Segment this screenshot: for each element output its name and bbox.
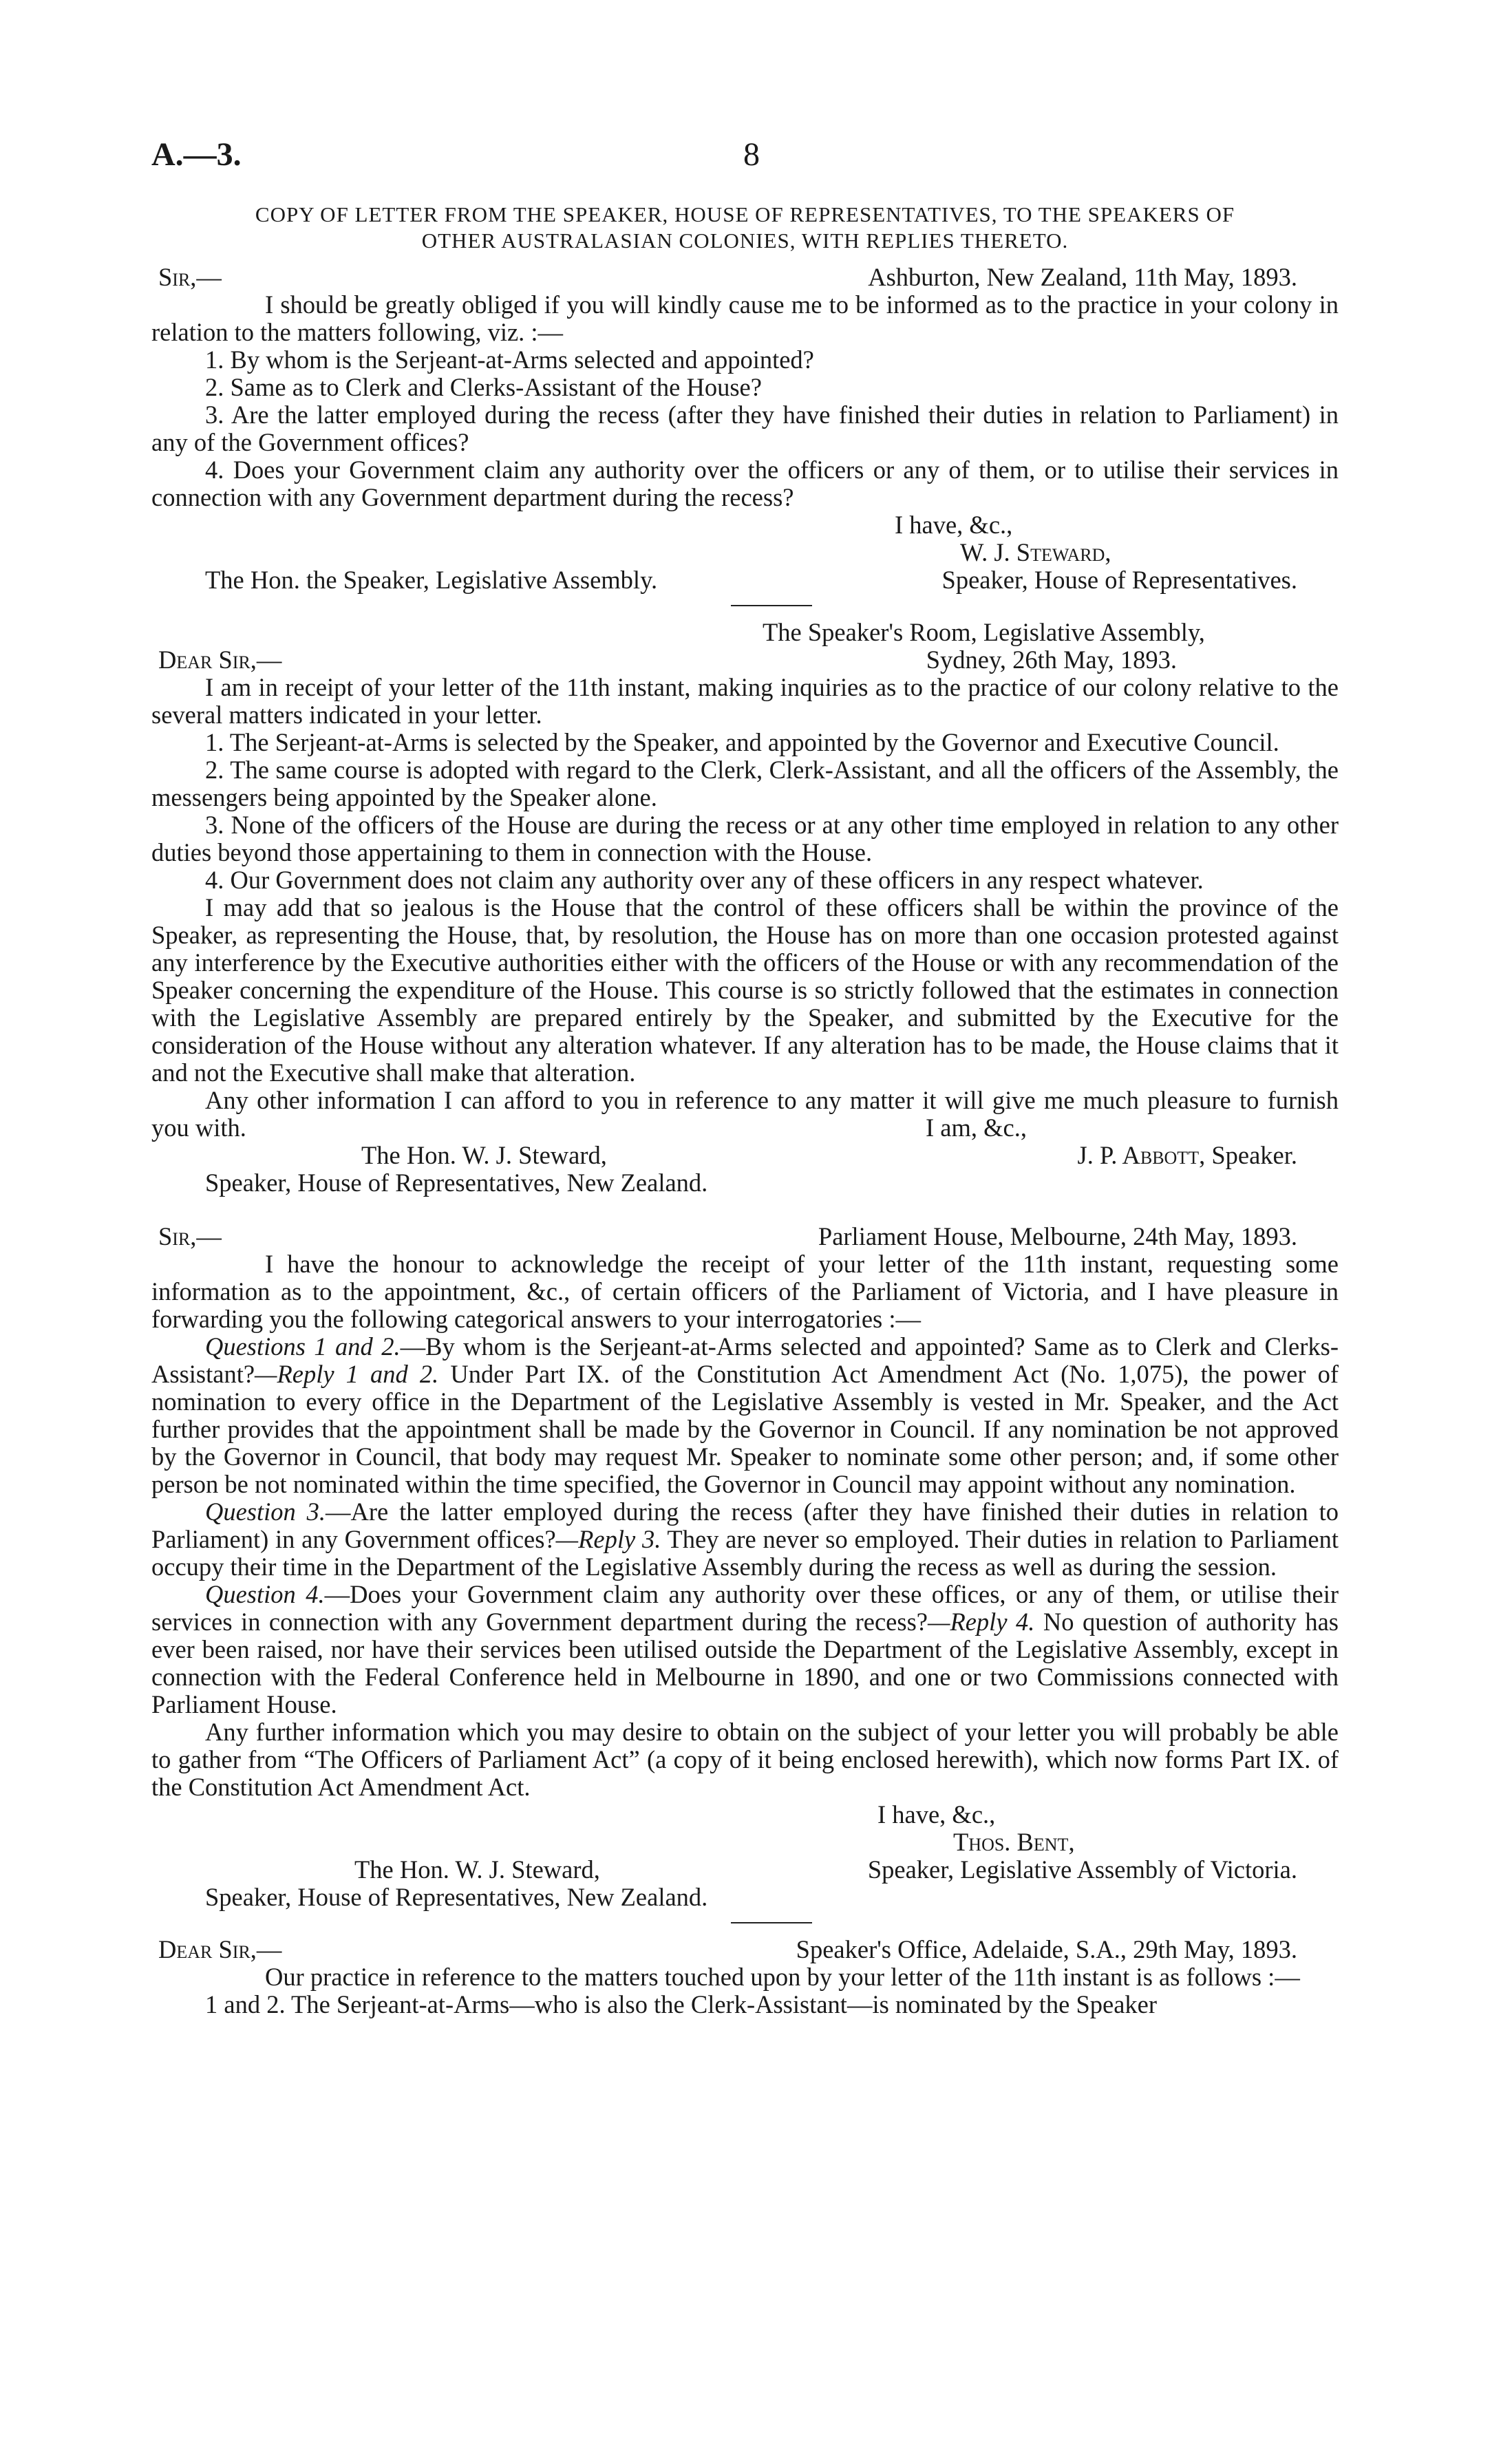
salutation: Sir,— [158, 1222, 222, 1250]
document-title [151, 202, 1339, 254]
place-date: Speaker's Office, Adelaide, S.A., 29th May, 1893. [796, 1935, 1297, 1963]
separator-rule [731, 1922, 812, 1923]
salutation: Dear Sir,— [158, 646, 282, 674]
signatory-title: Speaker. [1211, 1141, 1297, 1169]
letter-sydney [151, 619, 1339, 1197]
signature-row [151, 1856, 1339, 1884]
signatory: J. P. Abbott, [1077, 1141, 1206, 1169]
closing: I am, &c., [926, 1113, 1027, 1142]
parliamentary-paper-ref: A.—3. [151, 136, 242, 173]
addressee-2: Speaker, House of Representatives, New Zealand. [205, 1169, 708, 1197]
letter-heading [151, 1936, 1339, 1963]
reply-label: —Reply 4. [927, 1608, 1035, 1636]
salutation: Dear Sir,— [158, 1935, 282, 1963]
place: The Speaker's Room, Legislative Assembly, [763, 618, 1205, 646]
signatory-title: Speaker, Legislative Assembly of Victoria. [867, 1855, 1297, 1884]
signature-row [151, 566, 1339, 594]
paragraph: I may add that so jealous is the House that the control of these officers shall be within the province of the Speaker, as representing the House, that, by resolution, the House has on more than one occasion protested against any interference by the Executive authorities either with the officers of the House or with any recommendation of the Speaker concerning the expenditure of the House. This course is so strictly followed that the estimates in connection with the Legislative Assembly are prepared entirely by the Speaker, and submitted by the Executive for the consideration of the House without any alteration whatever. If any alteration has to be made, the House claims that it and not the Executive shall make that alteration. [151, 893, 1339, 1087]
closing: I have, &c., [877, 1800, 996, 1828]
reply-label: —Reply 3. [555, 1525, 661, 1553]
letter-heading [151, 1223, 1339, 1250]
title-line-2: OTHER AUSTRALASIAN COLONIES, WITH REPLIES THERETO. [421, 228, 1069, 253]
question-text: —Does your Government claim any authority over these offices, or any of them, or utilise their services in connection with any Government department during the recess? [151, 1580, 1339, 1636]
answer: 1. The Serjeant-at-Arms is selected by the Speaker, and appointed by the Governor and Executive Council. [205, 728, 1279, 756]
question-text: —By whom is the Serjeant-at-Arms selected and appointed? Same as to Clerk and Clerks-Assistant? [151, 1332, 1339, 1388]
paragraph: 1 and 2. The Serjeant-at-Arms—who is also the Clerk-Assistant—is nominated by the Speaker [205, 1990, 1158, 2018]
place-date: Ashburton, New Zealand, 11th May, 1893. [868, 263, 1297, 291]
letter-heading [151, 264, 1339, 291]
closing-row [151, 1114, 1339, 1142]
question-label: Questions 1 and 2. [205, 1332, 401, 1361]
title-line-1: COPY OF LETTER FROM THE SPEAKER, HOUSE OF REPRESENTATIVES, TO THE SPEAKERS OF [255, 202, 1235, 226]
question-reply [151, 1581, 1339, 1718]
document-page [151, 134, 1339, 2018]
paragraph: Any other information I can afford to you in reference to any matter it will give me much pleasure to furnish you with. [151, 1086, 1339, 1142]
letter-heading [151, 646, 1339, 674]
reply-text: No question of authority has ever been raised, nor have their services been utilised outside the Department of the Legislative Assembly, except in connection with the Federal Conference held in Melbourne in 1890, and one or two Commissions connected with Parliament House. [151, 1608, 1339, 1718]
separator-rule [731, 605, 812, 606]
signatory-title: Speaker, House of Representatives. [941, 566, 1297, 594]
addressee: The Hon. the Speaker, Legislative Assembly. [205, 566, 658, 594]
paragraph: Any further information which you may desire to obtain on the subject of your letter you will probably be able to gather from “The Officers of Parliament Act” (a copy of it being enclosed herewith), which now forms Part IX. of the Constitution Act Amendment Act. [151, 1718, 1339, 1801]
answer: 4. Our Government does not claim any authority over any of these officers in any respect whatever. [205, 866, 1204, 894]
signatory: W. J. Steward, [960, 538, 1111, 566]
question: 4. Does your Government claim any authority over the officers or any of them, or to utilise their services in connection with any Government department during the recess? [151, 456, 1339, 511]
place-date: Parliament House, Melbourne, 24th May, 1893. [818, 1222, 1297, 1250]
addressee: The Hon. W. J. Steward, [354, 1855, 600, 1884]
paragraph: I am in receipt of your letter of the 11th instant, making inquiries as to the practice of our colony relative to the several matters indicated in your letter. [151, 673, 1339, 729]
addressee-2: Speaker, House of Representatives, New Zealand. [205, 1883, 708, 1911]
closing: I have, &c., [895, 511, 1013, 539]
letter-melbourne [151, 1223, 1339, 1911]
paragraph: Our practice in reference to the matters touched upon by your letter of the 11th instant is as follows :— [265, 1963, 1300, 1991]
signatory: Thos. Bent, [953, 1828, 1075, 1856]
paragraph: I should be greatly obliged if you will kindly cause me to be informed as to the practice in your colony in relation to the matters following, viz. :— [151, 290, 1339, 346]
signature-row [151, 1142, 1339, 1169]
page-header [151, 134, 1339, 175]
salutation: Sir,— [158, 263, 222, 291]
question-text: —Are the latter employed during the recess (after they have finished their duties in relation to Parliament) in any Government offices? [151, 1497, 1339, 1553]
letter-adelaide [151, 1936, 1339, 2018]
question: 3. Are the latter employed during the recess (after they have finished their duties in relation to Parliament) in any of the Government offices? [151, 401, 1339, 456]
letter-ashburton [151, 264, 1339, 594]
question-reply [151, 1498, 1339, 1581]
answer: 2. The same course is adopted with regard to the Clerk, Clerk-Assistant, and all the officers of the Assembly, the messengers being appointed by the Speaker alone. [151, 756, 1339, 811]
reply-text: They are never so employed. Their duties in relation to Parliament occupy their time in the Department of the Legislative Assembly during the recess as well as during the session. [151, 1525, 1339, 1581]
addressee: The Hon. W. J. Steward, [361, 1141, 607, 1169]
question: 1. By whom is the Serjeant-at-Arms selected and appointed? [205, 345, 814, 374]
question: 2. Same as to Clerk and Clerks-Assistant of the House? [205, 373, 762, 401]
answer: 3. None of the officers of the House are during the recess or at any other time employed in relation to any other duties beyond those appertaining to them in connection with the House. [151, 811, 1339, 866]
question-label: Question 4. [205, 1580, 325, 1608]
reply-label: —Reply 1 and 2. [255, 1360, 439, 1388]
question-label: Question 3. [205, 1497, 326, 1526]
question-reply [151, 1333, 1339, 1498]
reply-text: Under Part IX. of the Constitution Act Amendment Act (No. 1,075), the power of nomination to every office in the Department of the Legislative Assembly is vested in Mr. Speaker, and the Act further provides that the appointment shall be made by the Governor in Council. If any nomination be not approved by the Governor in Council, that body may request Mr. Speaker to nominate some other person; and, if some other person be not nominated within the time specified, the Governor in Council may appoint without any nomination. [151, 1360, 1339, 1498]
date: Sydney, 26th May, 1893. [926, 646, 1177, 674]
page-number: 8 [743, 136, 760, 173]
paragraph: I have the honour to acknowledge the receipt of your letter of the 11th instant, requesting some information as to the appointment, &c., of certain officers of the Parliament of Victoria, and I have pleasure in forwarding you the following categorical answers to your interrogatories :— [151, 1250, 1339, 1333]
